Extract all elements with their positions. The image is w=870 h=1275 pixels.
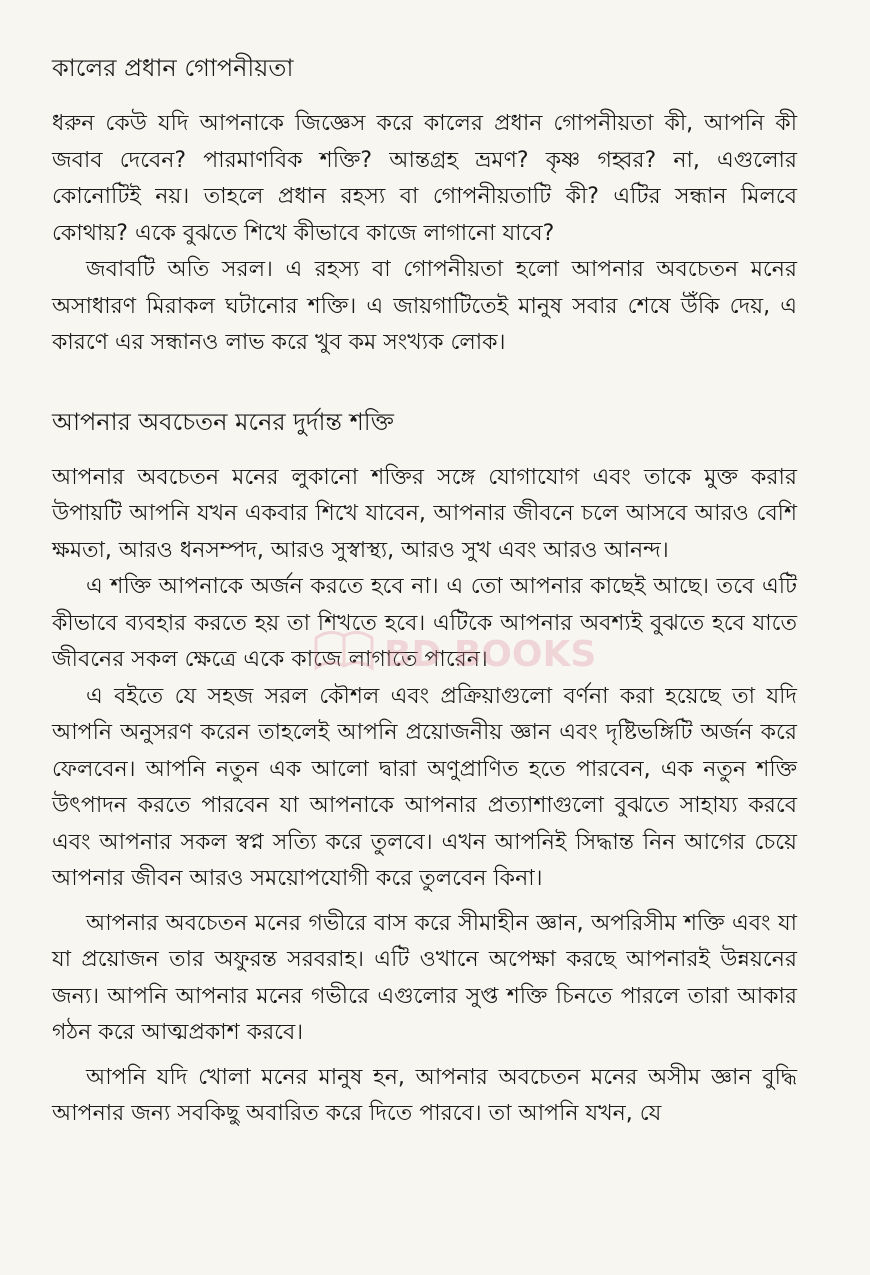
section-heading: কালের প্রধান গোপনীয়তা (52, 54, 294, 82)
paragraph: এ বইতে যে সহজ সরল কৌশল এবং প্রক্রিয়াগুলো বর্ণনা করা হয়েছে তা যদি আপনি অনুসরণ করেন তাহলেই আপনি প্রয়োজনীয় জ্ঞান এবং দৃষ্টিভঙ্গিটি অর্জন করে ফেলবেন। আপনি নতুন এক আলো দ্বারা অণুপ্রাণিত হতে পারবেন, এক নতুন শক্তি উৎপাদন করতে পারবেন যা আপনাকে আপনার প্রত্যাশাগুলো বুঝতে সাহায্য করবে এবং আপনার সকল স্বপ্ন সত্যি করে তুলবে। এখন আপনিই সিদ্ধান্ত নিন আগের চেয়ে আপনার জীবন আরও সময়োপযোগী করে তুলবেন কিনা। (52, 683, 797, 891)
book-page (52, 48, 797, 1133)
paragraph: আপনার অবচেতন মনের লুকানো শক্তির সঙ্গে যোগাযোগ এবং তাকে মুক্ত করার উপায়টি আপনি যখন একবার শিখে যাবেন, আপনার জীবনে চলে আসবে আরও বেশি ক্ষমতা, আরও ধনসম্পদ, আরও সুস্বাস্থ্য, আরও সুখ এবং আরও আনন্দ। (52, 464, 797, 563)
watermark-text: BD BOOKS (384, 634, 597, 675)
section-secret-of-the-age (52, 48, 797, 362)
paragraph: আপনি যদি খোলা মনের মানুষ হন, আপনার অবচেতন মনের অসীম জ্ঞান বুদ্ধি আপনার জন্য সবকিছু অবারিত করে দিতে পারবে। তা আপনি যখন, যে (52, 1064, 797, 1126)
paragraph: ধরুন কেউ যদি আপনাকে জিজ্ঞেস করে কালের প্রধান গোপনীয়তা কী, আপনি কী জবাব দেবেন? পারমাণবিক শক্তি? আন্তগ্রহ ভ্রমণ? কৃষ্ণ গহ্বর? না, এগুলোর কোনোটিই নয়। তাহলে প্রধান রহস্য বা গোপনীয়তাটি কী? এটির সন্ধান মিলবে কোথায়? একে বুঝতে শিখে কীভাবে কাজে লাগানো যাবে? (52, 111, 797, 246)
section-subconscious-power (52, 402, 797, 1133)
section-heading: আপনার অবচেতন মনের দুর্দান্ত শক্তি (52, 407, 394, 436)
paragraph: জবাবটি অতি সরল। এ রহস্য বা গোপনীয়তা হলো আপনার অবচেতন মনের অসাধারণ মিরাকল ঘটানোর শক্তি। এ জায়গাটিতেই মানুষ সবার শেষে উঁকি দেয়, এ কারণে এর সন্ধানও লাভ করে খুব কম সংখ্যক লোক। (52, 257, 797, 355)
paragraph: আপনার অবচেতন মনের গভীরে বাস করে সীমাহীন জ্ঞান, অপরিসীম শক্তি এবং যা যা প্রয়োজন তার অফুরন্ত সরবরাহ। এটি ওখানে অপেক্ষা করছে আপনারই উন্নয়নের জন্য। আপনি আপনার মনের গভীরে এগুলোর সুপ্ত শক্তি চিনতে পারলে তারা আকার গঠন করে আত্মপ্রকাশ করবে। (52, 910, 797, 1045)
paragraph: এ শক্তি আপনাকে অর্জন করতে হবে না। এ তো আপনার কাছেই আছে। তবে এটি কীভাবে ব্যবহার করতে হয় তা শিখতে হবে। এটিকে আপনার অবশ্যই বুঝতে হবে যাতে জীবনের সকল ক্ষেত্রে একে কাজে লাগাতে পারেন। (52, 574, 797, 672)
